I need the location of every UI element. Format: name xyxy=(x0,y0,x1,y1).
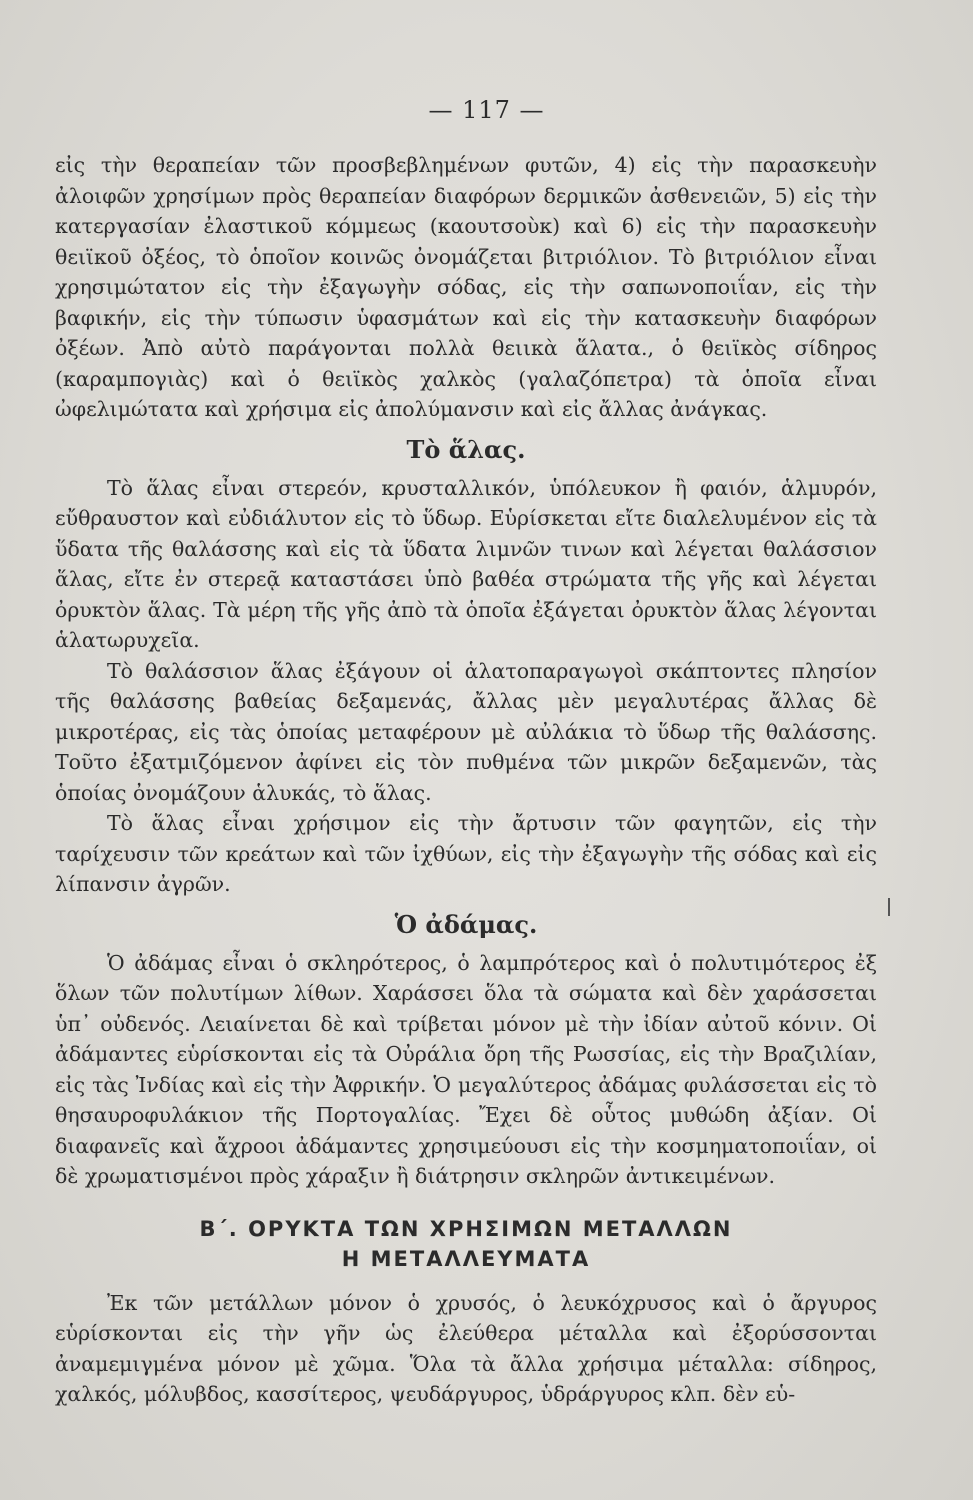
paragraph-metals: Ἐκ τῶν μετάλλων μόνον ὁ χρυσός, ὁ λευκόχρυσος καὶ ὁ ἄργυρος εὑρίσκονται εἰς τὴν γῆν ὡς ἐλεύθερα μέταλλα καὶ ἐξορύσσονται ἀναμεμιγμένα μόνον μὲ χῶμα. Ὅλα τὰ ἄλλα χρήσιμα μέταλλα: σίδηρος, χαλκός, μόλυβδος, κασσίτερος, ψευδάργυρος, ὑδράργυρος κλπ. δὲν εὑ- xyxy=(55,1290,877,1406)
heading-salt: Τὸ ἅλας. xyxy=(406,434,526,464)
page-body xyxy=(55,150,877,1410)
heading-diamond: Ὁ ἀδάμας. xyxy=(394,909,538,939)
page-number: — 117 — xyxy=(428,96,545,124)
paragraph-salt-2: Τὸ θαλάσσιον ἅλας ἐξάγουν οἱ ἁλατοπαραγωγοὶ σκάπτοντες πλησίον τῆς θαλάσσης βαθείας δεξαμενάς, ἄλλας μὲν μεγαλυτέρας ἄλλας δὲ μικροτέρας, εἰς τὰς ὁποίας μεταφέρουν μὲ αὐλάκια τὸ ὕδωρ τῆς θαλάσσης. Τοῦτο ἐξατμιζόμενον ἀφίνει εἰς τὸν πυθμένα τῶν μικρῶν δεξαμενῶν, τὰς ὁποίας ὀνομάζουν ἁλυκάς, τὸ ἅλας. xyxy=(55,658,877,805)
section-title xyxy=(55,1214,877,1274)
paragraph-salt-1: Τὸ ἅλας εἶναι στερεόν, κρυσταλλικόν, ὑπόλευκον ἢ φαιόν, ἁλμυρόν, εὔθραυστον καὶ εὐδιάλυτον εἰς τὸ ὕδωρ. Εὑρίσκεται εἴτε διαλελυμένον εἰς τὰ ὕδατα τῆς θαλάσσης καὶ εἰς τὰ ὕδατα λιμνῶν τινων καὶ λέγεται θαλάσσιον ἅλας, εἴτε ἐν στερεᾷ καταστάσει ὑπὸ βαθέα στρώματα τῆς γῆς καὶ λέγεται ὀρυκτὸν ἅλας. Τὰ μέρη τῆς γῆς ἀπὸ τὰ ὁποῖα ἐξάγεται ὀρυκτὸν ἅλας λέγονται ἁλατωρυχεῖα. xyxy=(55,475,877,652)
section-title-line-1: Β΄. ΟΡΥΚΤΑ ΤΩΝ ΧΡΗΣΙΜΩΝ ΜΕΤΑΛΛΩΝ xyxy=(199,1216,733,1241)
paragraph-intro: εἰς τὴν θεραπείαν τῶν προσβεβλημένων φυτῶν, 4) εἰς τὴν παρασκευὴν ἀλοιφῶν χρησίμων πρὸς θεραπείαν διαφόρων δερμικῶν ἀσθενειῶν, 5) εἰς τὴν κατεργασίαν ἐλαστικοῦ κόμμεως (καουτσοὺκ) καὶ 6) εἰς τὴν παρασκευὴν θειϊκοῦ ὀξέος, τὸ ὁποῖον κοινῶς ὀνομάζεται βιτριόλιον. Τὸ βιτριόλιον εἶναι χρησιμώτατον εἰς τὴν ἐξαγωγὴν σόδας, εἰς τὴν σαπωνοποιΐαν, εἰς τὴν βαφικήν, εἰς τὴν τύπωσιν ὑφασμάτων καὶ εἰς τὴν κατασκευὴν διαφόρων ὀξέων. Ἀπὸ αὐτὸ παράγονται πολλὰ θειικὰ ἅλατα., ὁ θειϊκὸς σίδηρος (καραμπογιὰς) καὶ ὁ θειϊκὸς χαλκὸς (γαλαζόπετρα) τὰ ὁποῖα εἶναι ὠφελιμώτατα καὶ χρήσιμα εἰς ἀπολύμανσιν καὶ εἰς ἄλλας ἀνάγκας. xyxy=(55,153,877,421)
margin-mark xyxy=(888,898,890,916)
section-title-line-2: Η ΜΕΤΑΛΛΕΥΜΑΤΑ xyxy=(341,1246,591,1271)
paragraph-diamond: Ὁ ἀδάμας εἶναι ὁ σκληρότερος, ὁ λαμπρότερος καὶ ὁ πολυτιμότερος ἐξ ὅλων τῶν πολυτίμων λίθων. Χαράσσει ὅλα τὰ σώματα καὶ δὲν χαράσσεται ὑπ᾽ οὐδενός. Λειαίνεται δὲ καὶ τρίβεται μόνον μὲ τὴν ἰδίαν αὐτοῦ κόνιν. Οἱ ἀδάμαντες εὑρίσκονται εἰς τὰ Οὐράλια ὄρη τῆς Ρωσσίας, εἰς τὴν Βραζιλίαν, εἰς τὰς Ἰνδίας καὶ εἰς τὴν Ἀφρικήν. Ὁ μεγαλύτερος ἀδάμας φυλάσσεται εἰς τὸ θησαυροφυλάκιον τῆς Πορτογαλίας. Ἔχει δὲ οὗτος μυθώδη ἀξίαν. Οἱ διαφανεῖς καὶ ἄχροοι ἀδάμαντες χρησιμεύουσι εἰς τὴν κοσμηματοποιΐαν, οἱ δὲ χρωματισμένοι πρὸς χάραξιν ἢ διάτρησιν σκληρῶν ἀντικειμένων. xyxy=(55,950,877,1188)
paragraph-salt-3: Τὸ ἅλας εἶναι χρήσιμον εἰς τὴν ἄρτυσιν τῶν φαγητῶν, εἰς τὴν ταρίχευσιν τῶν κρεάτων καὶ τῶν ἰχθύων, εἰς τὴν ἐξαγωγὴν τῆς σόδας καὶ εἰς λίπανσιν ἀγρῶν. xyxy=(55,811,877,896)
